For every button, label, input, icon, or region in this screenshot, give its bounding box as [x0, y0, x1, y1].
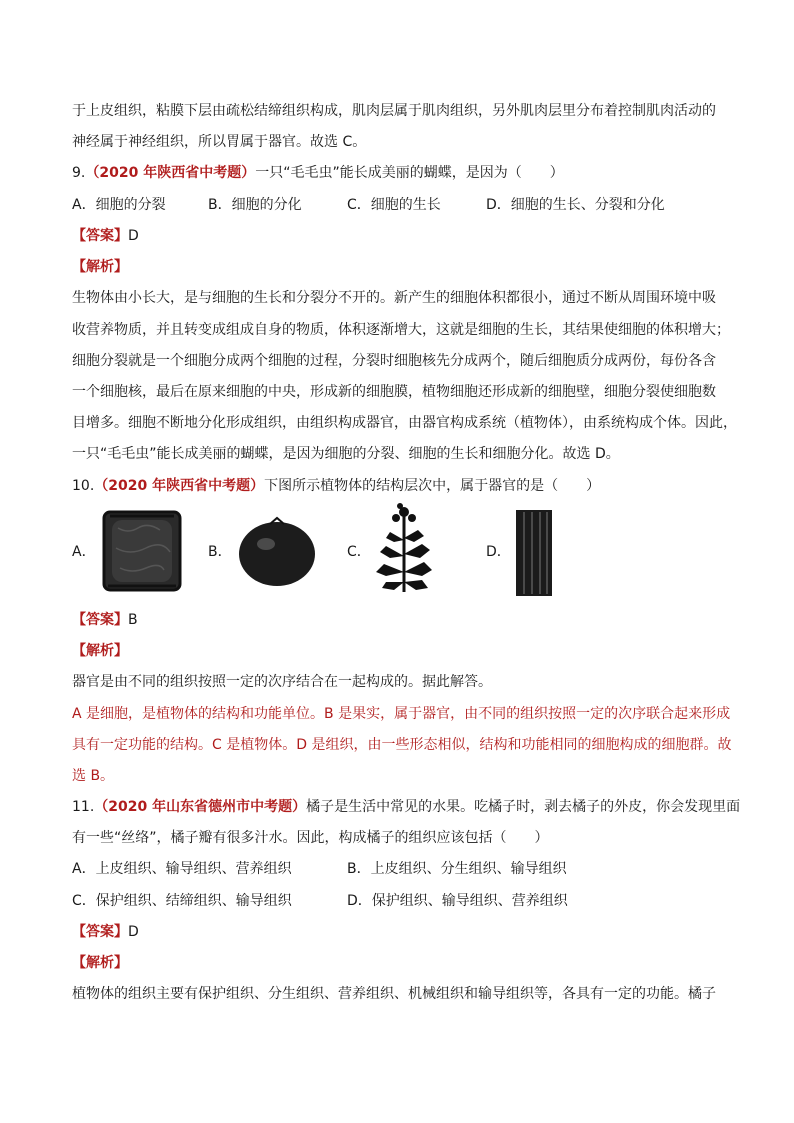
question-number: 9.	[72, 165, 86, 181]
option-b: B．上皮组织、分生组织、输导组织	[347, 861, 567, 877]
image-option-b-label: B．	[208, 544, 232, 560]
analysis-line: 细胞分裂就是一个细胞分成两个细胞的过程，分裂时细胞核先分成两个，随后细胞质分成两份，每份各含	[72, 353, 716, 369]
analysis-line: 植物体的组织主要有保护组织、分生组织、营养组织、机械组织和输导组织等，各具有一定的功能。橘子	[72, 986, 716, 1002]
question-source: （2020 年陕西省中考题）	[85, 165, 256, 181]
question-9-stem	[72, 163, 734, 183]
question-text: 一只“毛毛虫”能长成美丽的蝴蝶，是因为（ ）	[255, 165, 564, 181]
analysis-line: 器官是由不同的组织按照一定的次序结合在一起构成的。据此解答。	[72, 674, 492, 690]
answer-line	[72, 922, 734, 942]
tomato-fruit-icon	[236, 514, 318, 588]
question-number: 11.	[72, 799, 95, 815]
option-a: A．上皮组织、输导组织、营养组织	[72, 861, 292, 877]
analysis-line-red: A 是细胞，是植物体的结构和功能单位。B 是果实，属于器官，由不同的组织按照一定的次序联合起来形成	[72, 706, 731, 722]
image-option-a-label: A．	[72, 544, 96, 560]
answer-value: B	[128, 612, 138, 628]
question-source: （2020 年山东省德州市中考题）	[94, 799, 307, 815]
question-source: （2020 年陕西省中考题）	[94, 478, 265, 494]
answer-value: D	[128, 228, 139, 244]
image-option-c-label: C．	[347, 544, 371, 560]
plant-cell-icon	[100, 508, 184, 594]
question-10-stem	[72, 476, 734, 496]
answer-line	[72, 610, 734, 630]
analysis-label: 【解析】	[72, 955, 128, 971]
whole-plant-icon	[372, 502, 436, 594]
question-text: 橘子是生活中常见的水果。吃橘子时，剥去橘子的外皮，你会发现里面	[306, 799, 741, 815]
answer-value: D	[128, 924, 139, 940]
answer-label: 【答案】	[72, 228, 128, 244]
text-line: 于上皮组织，粘膜下层由疏松结缔组织构成，肌肉层属于肌肉组织，另外肌肉层里分布着控制肌肉活动的	[72, 103, 716, 119]
analysis-line: 生物体由小长大，是与细胞的生长和分裂分不开的。新产生的细胞体积都很小，通过不断从周围环境中吸	[72, 290, 716, 306]
question-11-stem	[72, 797, 741, 817]
text-line: 神经属于神经组织，所以胃属于器官。故选 C。	[72, 134, 367, 150]
analysis-line-red: 选 B。	[72, 768, 115, 784]
analysis-label: 【解析】	[72, 259, 128, 275]
answer-label: 【答案】	[72, 612, 128, 628]
analysis-line: 一只“毛毛虫”能长成美丽的蝴蝶，是因为细胞的分裂、细胞的生长和细胞分化。故选 D。	[72, 446, 620, 462]
option-d: D．细胞的生长、分裂和分化	[486, 197, 665, 213]
question-text: 下图所示植物体的结构层次中，属于器官的是（ ）	[264, 478, 601, 494]
question-text-continued: 有一些“丝络”，橘子瓣有很多汁水。因此，构成橘子的组织应该包括（ ）	[72, 830, 549, 846]
plant-tissue-icon	[514, 508, 554, 598]
option-c: C．细胞的生长	[347, 197, 441, 213]
option-b: B．细胞的分化	[208, 197, 302, 213]
option-c: C．保护组织、结缔组织、输导组织	[72, 893, 292, 909]
answer-label: 【答案】	[72, 924, 128, 940]
analysis-line: 目增多。细胞不断地分化形成组织，由组织构成器官，由器官构成系统（植物体），由系统构成个体。因此，	[72, 415, 737, 431]
analysis-line: 收营养物质，并且转变成组成自身的物质，体积逐渐增大，这就是细胞的生长，其结果使细胞的体积增大；	[72, 322, 730, 338]
option-a: A．细胞的分裂	[72, 197, 166, 213]
question-number: 10.	[72, 478, 95, 494]
answer-line	[72, 226, 734, 246]
option-d: D．保护组织、输导组织、营养组织	[347, 893, 568, 909]
analysis-label: 【解析】	[72, 643, 128, 659]
analysis-line-red: 具有一定功能的结构。C 是植物体。D 是组织，由一些形态相似，结构和功能相同的细胞构成的细胞群。故	[72, 737, 732, 753]
analysis-line: 一个细胞核，最后在原来细胞的中央，形成新的细胞膜，植物细胞还形成新的细胞壁，细胞分裂使细胞数	[72, 384, 716, 400]
image-option-d-label: D．	[486, 544, 511, 560]
